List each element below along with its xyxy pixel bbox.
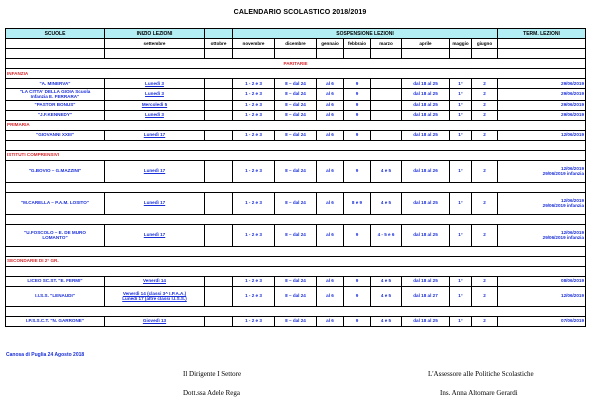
dic-cell: 8 – dal 24 (275, 110, 317, 120)
end-date: 08/06/2019 (498, 276, 586, 286)
page-title: CALENDARIO SCOLASTICO 2018/2019 (233, 9, 367, 16)
apr-cell: dal 18 al 25 (402, 89, 450, 101)
table-row (6, 192, 586, 214)
table-row (6, 286, 586, 306)
table-row (6, 89, 586, 101)
gen-cell: al 6 (317, 192, 344, 214)
gen-cell: al 6 (317, 79, 344, 89)
end-date: 12/06/2019 29/06/2019 infanzia (498, 160, 586, 182)
dic-cell: 8 – dal 24 (275, 130, 317, 140)
end-date: 12/06/2019 (498, 130, 586, 140)
table-row (6, 110, 586, 120)
mar-cell: 4 e 5 (371, 316, 402, 326)
school-name: LICEO SC.ST. "E. FERMI" (6, 276, 105, 286)
month-label: marzo (371, 39, 402, 49)
feb-cell: 9 (344, 160, 371, 182)
feb-cell: 9 (344, 110, 371, 120)
school-name: "A. MINERVA" (6, 79, 105, 89)
nov-cell: 1 - 2 e 3 (233, 110, 275, 120)
nov-cell: 1 - 2 e 3 (233, 100, 275, 110)
end-date: 29/06/2019 (498, 79, 586, 89)
mag-cell: 1° (450, 130, 472, 140)
end-date: 07/06/2019 (498, 316, 586, 326)
giu-cell: 2 (472, 224, 498, 246)
calendar-table (5, 28, 586, 327)
mag-cell: 1° (450, 224, 472, 246)
director-role: Il Dirigente I Settore (183, 370, 242, 378)
end-date: 12/06/2019 29/06/2019 infanzia (498, 224, 586, 246)
section-istituti: ISTITUTI COMPRENSIVI (6, 150, 586, 160)
feb-cell: 9 (344, 286, 371, 306)
mar-cell (371, 79, 402, 89)
mag-cell: 1° (450, 276, 472, 286)
dic-cell: 8 – dal 24 (275, 276, 317, 286)
dic-cell: 8 – dal 24 (275, 286, 317, 306)
nov-cell: 1 - 2 e 3 (233, 160, 275, 182)
month-label: gennaio (317, 39, 344, 49)
feb-cell: 9 (344, 100, 371, 110)
month-label: aprile (402, 39, 450, 49)
header-row (6, 29, 586, 39)
dic-cell: 8 – dal 24 (275, 79, 317, 89)
giu-cell: 2 (472, 286, 498, 306)
start-date: Venerdì 14 (classi 3^ I.P.A.A.) Lunedì 17 (altre classi I.I.S.S.) (105, 286, 205, 306)
gen-cell: al 6 (317, 276, 344, 286)
school-name: "U.FOSCOLO – E. DE MURO LOMANTO" (6, 224, 105, 246)
feb-cell: 9 (344, 89, 371, 101)
assessor-role: L'Assessore alle Politiche Scolastiche (428, 370, 534, 378)
table-row (6, 130, 586, 140)
start-date: Lunedì 17 (105, 192, 205, 214)
mar-cell: 4 e 5 (371, 276, 402, 286)
giu-cell: 2 (472, 100, 498, 110)
apr-cell: dal 18 al 25 (402, 192, 450, 214)
end-date: 12/06/2019 29/06/2019 infanzia (498, 192, 586, 214)
gen-cell: al 6 (317, 316, 344, 326)
month-label: settembre (105, 39, 205, 49)
giu-cell: 2 (472, 89, 498, 101)
month-label: maggio (450, 39, 472, 49)
apr-cell: dal 18 al 27 (402, 286, 450, 306)
giu-cell: 2 (472, 160, 498, 182)
mag-cell: 1° (450, 79, 472, 89)
mag-cell: 1° (450, 160, 472, 182)
start-date: Lunedì 17 (105, 160, 205, 182)
end-date: 29/06/2019 (498, 89, 586, 101)
end-date: 29/06/2019 (498, 110, 586, 120)
start-date: Lunedì 17 (105, 130, 205, 140)
gen-cell: al 6 (317, 100, 344, 110)
feb-cell: 9 (344, 224, 371, 246)
mar-cell: 4 e 5 (371, 192, 402, 214)
mag-cell: 1° (450, 316, 472, 326)
gen-cell: al 6 (317, 286, 344, 306)
apr-cell: dal 18 al 26 (402, 160, 450, 182)
apr-cell: dal 18 al 25 (402, 276, 450, 286)
feb-cell: 8 e 9 (344, 192, 371, 214)
apr-cell: dal 18 al 25 (402, 130, 450, 140)
section-infanzia: INFANZIA (6, 69, 586, 79)
giu-cell: 2 (472, 276, 498, 286)
giu-cell: 2 (472, 79, 498, 89)
nov-cell: 1 - 2 e 3 (233, 224, 275, 246)
nov-cell: 1 - 2 e 3 (233, 130, 275, 140)
gen-cell: al 6 (317, 110, 344, 120)
month-label: ottobre (205, 39, 233, 49)
apr-cell: dal 18 al 25 (402, 79, 450, 89)
apr-cell: dal 18 al 25 (402, 224, 450, 246)
school-name: "G.BOVIO – G.MAZZINI" (6, 160, 105, 182)
month-label: febbraio (344, 39, 371, 49)
giu-cell: 2 (472, 192, 498, 214)
header-end: TERM. LEZIONI (498, 29, 586, 39)
nov-cell: 1 - 2 e 3 (233, 276, 275, 286)
gen-cell: al 6 (317, 160, 344, 182)
header-start: INIZIO LEZIONI (105, 29, 205, 39)
school-name: "M.CARELLA – P.A.M. LOSITO" (6, 192, 105, 214)
table-row (6, 276, 586, 286)
school-name: "J.F.KENNEDY" (6, 110, 105, 120)
feb-cell: 9 (344, 79, 371, 89)
feb-cell: 9 (344, 276, 371, 286)
month-label: giugno (472, 39, 498, 49)
table-row (6, 100, 586, 110)
giu-cell: 2 (472, 316, 498, 326)
nov-cell: 1 - 2 e 3 (233, 89, 275, 101)
table-row (6, 160, 586, 182)
assessor-name: Ins. Anna Altomare Gerardi (440, 389, 518, 397)
mar-cell: 4 - 5 e 6 (371, 224, 402, 246)
mag-cell: 1° (450, 110, 472, 120)
gen-cell: al 6 (317, 224, 344, 246)
giu-cell: 2 (472, 130, 498, 140)
gen-cell: al 6 (317, 89, 344, 101)
director-name: Dott.ssa Adele Rega (183, 389, 240, 397)
apr-cell: dal 18 al 25 (402, 100, 450, 110)
header-suspension: SOSPENSIONE LEZIONI (233, 29, 498, 39)
start-date: Venerdì 14 (105, 276, 205, 286)
month-label: dicembre (275, 39, 317, 49)
months-row (6, 39, 586, 49)
nov-cell: 1 - 2 e 3 (233, 286, 275, 306)
section-paritarie: PARITARIE (6, 59, 586, 69)
apr-cell: dal 18 al 25 (402, 316, 450, 326)
school-name: "GIOVANNI XXIII" (6, 130, 105, 140)
mag-cell: 1° (450, 192, 472, 214)
start-date: Lunedì 3 (105, 79, 205, 89)
mar-cell (371, 89, 402, 101)
table-row (6, 79, 586, 89)
dic-cell: 8 – dal 24 (275, 100, 317, 110)
mar-cell: 4 e 5 (371, 160, 402, 182)
dic-cell: 8 – dal 24 (275, 224, 317, 246)
dic-cell: 8 – dal 24 (275, 160, 317, 182)
mar-cell: 4 e 5 (371, 286, 402, 306)
nov-cell: 1 - 2 e 3 (233, 316, 275, 326)
month-label: novembre (233, 39, 275, 49)
mag-cell: 1° (450, 89, 472, 101)
giu-cell: 2 (472, 110, 498, 120)
school-name: I.I.S.S. "LENAUDI" (6, 286, 105, 306)
mar-cell (371, 100, 402, 110)
mar-cell (371, 130, 402, 140)
end-date: 12/06/2019 (498, 286, 586, 306)
dic-cell: 8 – dal 24 (275, 192, 317, 214)
place-date: Canosa di Puglia 24 Agosto 2018 (6, 352, 85, 358)
school-name: I.P.S.S.C.T. "N. GARRONE" (6, 316, 105, 326)
start-date: Giovedì 13 (105, 316, 205, 326)
end-date: 29/06/2019 (498, 100, 586, 110)
mag-cell: 1° (450, 100, 472, 110)
start-date: Lunedì 17 (105, 224, 205, 246)
gen-cell: al 6 (317, 130, 344, 140)
nov-cell: 1 - 2 e 3 (233, 79, 275, 89)
school-name: "LA CITTA' DELLA GIOIA Scuola Infanzia E. FERRARA" (6, 89, 105, 101)
nov-cell: 1 - 2 e 3 (233, 192, 275, 214)
school-name: "PASTOR BONUS" (6, 100, 105, 110)
section-secondarie: SECONDARIE DI 2° GR. (6, 256, 586, 266)
table-row (6, 316, 586, 326)
start-date: Mercoledì 5 (105, 100, 205, 110)
dic-cell: 8 – dal 24 (275, 316, 317, 326)
start-date: Lunedì 3 (105, 89, 205, 101)
mar-cell (371, 110, 402, 120)
header-schools: SCUOLE (6, 29, 105, 39)
table-row (6, 224, 586, 246)
feb-cell: 9 (344, 130, 371, 140)
section-primaria: PRIMARIA (6, 120, 586, 130)
start-date: Lunedì 3 (105, 110, 205, 120)
dic-cell: 8 – dal 24 (275, 89, 317, 101)
feb-cell: 9 (344, 316, 371, 326)
mag-cell: 1° (450, 286, 472, 306)
apr-cell: dal 18 al 25 (402, 110, 450, 120)
